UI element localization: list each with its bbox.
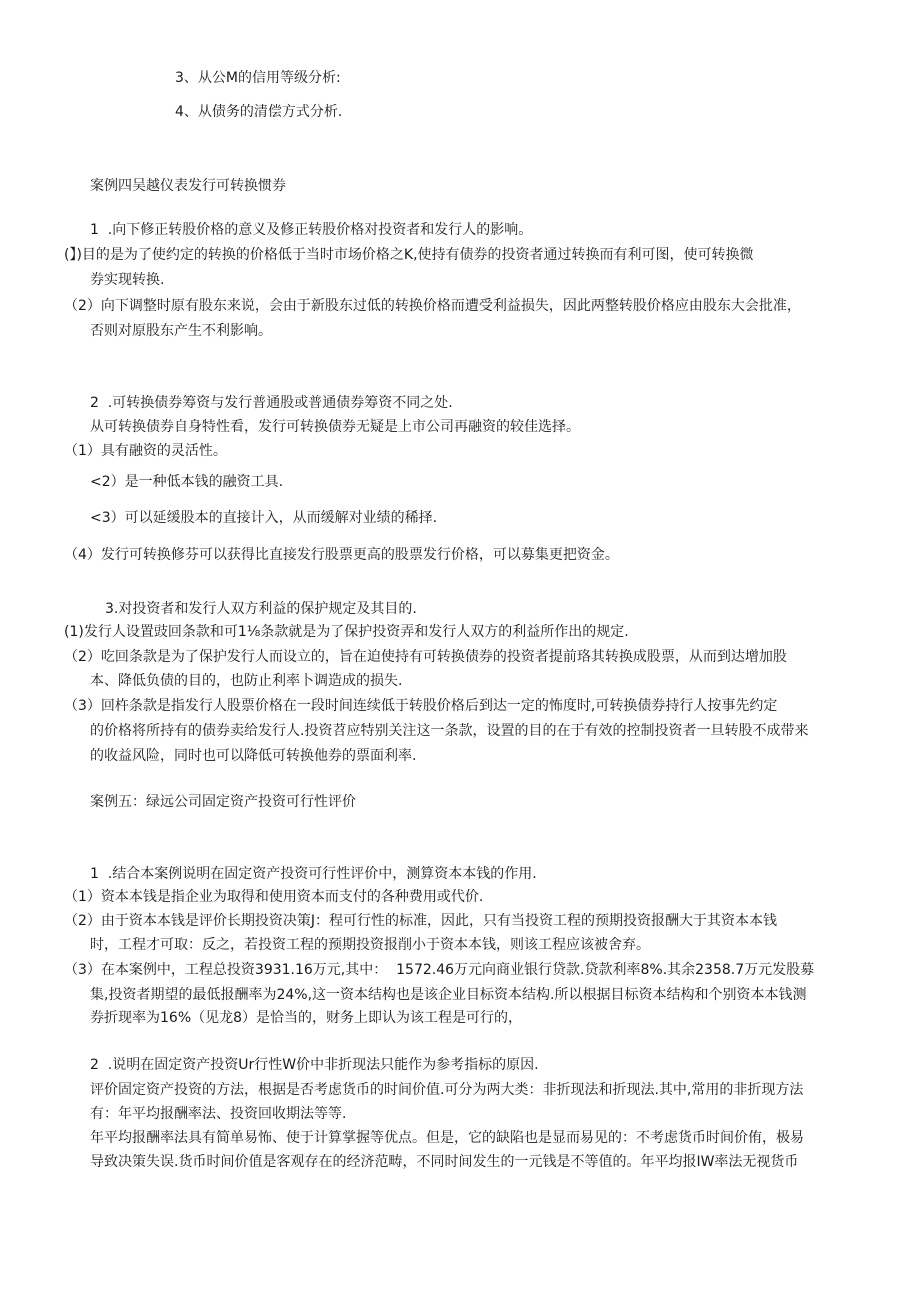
case5-q2-line: 评价固定资产投资的方法，根据是否考虑货币的时间价值.可分为两大类：非折现法和折现法.其中,常用的非折现方法	[90, 1082, 804, 1098]
case4-q3-line: 的价格将所持有的债券卖给发行人.投资苕应特别关注这一条款，设置的目的在于有效的控制投资者一旦转股不成带来	[90, 723, 809, 739]
case4-q2-item: <2）是一种低本钱的融资工具.	[90, 474, 284, 490]
case5-q1-line: 集,投资者期望的最低报酬率为24%,这一资本结构也是该企业目标资本结构.所以根据目标资本结构和个别资本本钱测	[90, 987, 807, 1003]
case4-q1-line: 券实现转换.	[90, 272, 165, 288]
case5-q2-heading: 2 .说明在固定资产投资Ur行性W价中非折现法只能作为参考指标的原因.	[90, 1057, 539, 1073]
case4-q3-line: (1)发行人设置豉回条款和可1⅛条款就是为了保护投资弄和发行人双方的利益所作出的规定.	[64, 624, 629, 640]
case4-q1-line: 否则对原股东产生不利影响。	[90, 323, 272, 339]
case4-q3-line: 的收益风险，同时也可以降低可转换他券的票面利率.	[90, 748, 417, 764]
case4-q3-line: （3）回杵条款是指发行人股票价格在一段时间连续低于转股价格后到达一定的怖度时,可转换债券持行人按事先约定	[64, 698, 778, 714]
case4-q1-line: （2）向下调整时原有股东来说，会由于新股东过低的转换价格而遭受利益损失，因此两整转股价格应由股东大会批准，	[64, 298, 801, 314]
case4-q3-line: （2）吃回条款是为了保护发行人而设立的，旨在迫使持有可转换债券的投资者提前珞其转换成股票，从而到达增加股	[64, 649, 787, 665]
case5-q2-line: 导致决策失误.货币时间价值是客观存在的经济范畴，不同时间发生的一元钱是不等值的。年平均报IW率法无视货币	[90, 1154, 799, 1170]
case5-q1-line: （3）在本案例中，工程总投资3931.16万元,其中： 1572.46万元向商业银行贷款.贷款利率8%.其余2358.7万元发股募	[64, 962, 815, 978]
case5-q1-line: 券折现率为16%（见龙8）是恰当的，财务上即认为该工程是可行的，	[90, 1010, 523, 1026]
list-item-repayment-analysis: 4、从债务的清偿方式分析.	[175, 104, 343, 120]
case5-q2-line: 有：年平均报酬率法、投资回收期法等等.	[90, 1106, 347, 1122]
case4-q1-heading: 1 .向下修正转股价格的意义及修正转股价格对投资者和发行人的影响。	[90, 222, 533, 238]
case4-q2-item: <3）可以延缓股本的直接计入，从而缓解对业绩的稀择.	[90, 510, 438, 526]
case4-q2-item: （1）具有融资的灵活性。	[64, 443, 227, 459]
case5-q1-heading: 1 .结合本案例说明在固定资产投资可行性评价中，测算资本本钱的作用.	[90, 866, 537, 882]
case5-q2-line: 年平均报酬率法具有简单易怖、使于计算掌握等优点。但是，它的缺陷也是显而易见的：不考虑货币时间价侑，极易	[90, 1130, 804, 1146]
case5-q1-line: 时，工程才可取：反之，若投资工程的预期投资报削小于资本本钱，则该工程应该被舍弃。	[90, 937, 650, 953]
case4-q2-item: （4）发行可转换修芬可以获得比直接发行股票更高的股票发行价格，可以募集更把资金。	[64, 547, 619, 563]
case4-q3-heading: 3.对投资者和发行人双方利益的保护规定及其目的.	[105, 601, 417, 617]
case4-q1-line: (】)目的是为了使约定的转换的价格低于当时市场价格之K,使持有债券的投资者通过转换而有利可图，使可转换微	[64, 247, 754, 263]
case4-q2-intro: 从可转换债券自身特性看，发行可转换债券无疑是上市公司再融资的较佳选择。	[90, 419, 580, 435]
case4-title: 案例四吴越仪表发行可转换惯券	[90, 178, 286, 194]
case5-q1-line: （1）资本本钱是指企业为取得和使用资本而支付的各种费用或代价.	[64, 889, 484, 905]
case5-q1-line: （2）由于资本本钱是评价长期投资决策J：程可行性的标准，因此，只有当投资工程的预期投资报酬大于其资本本钱	[64, 913, 778, 929]
list-item-credit-analysis: 3、从公M的信用等级分析:	[175, 70, 341, 86]
case5-title: 案例五：绿远公司固定资产投资可行性评价	[90, 794, 356, 810]
case4-q2-heading: 2 .可转换债券筹资与发行普通股或普通债券筹资不同之处.	[90, 395, 453, 411]
case4-q3-line: 本、降低负债的目的，也防止利率卜调造成的损失.	[90, 673, 403, 689]
